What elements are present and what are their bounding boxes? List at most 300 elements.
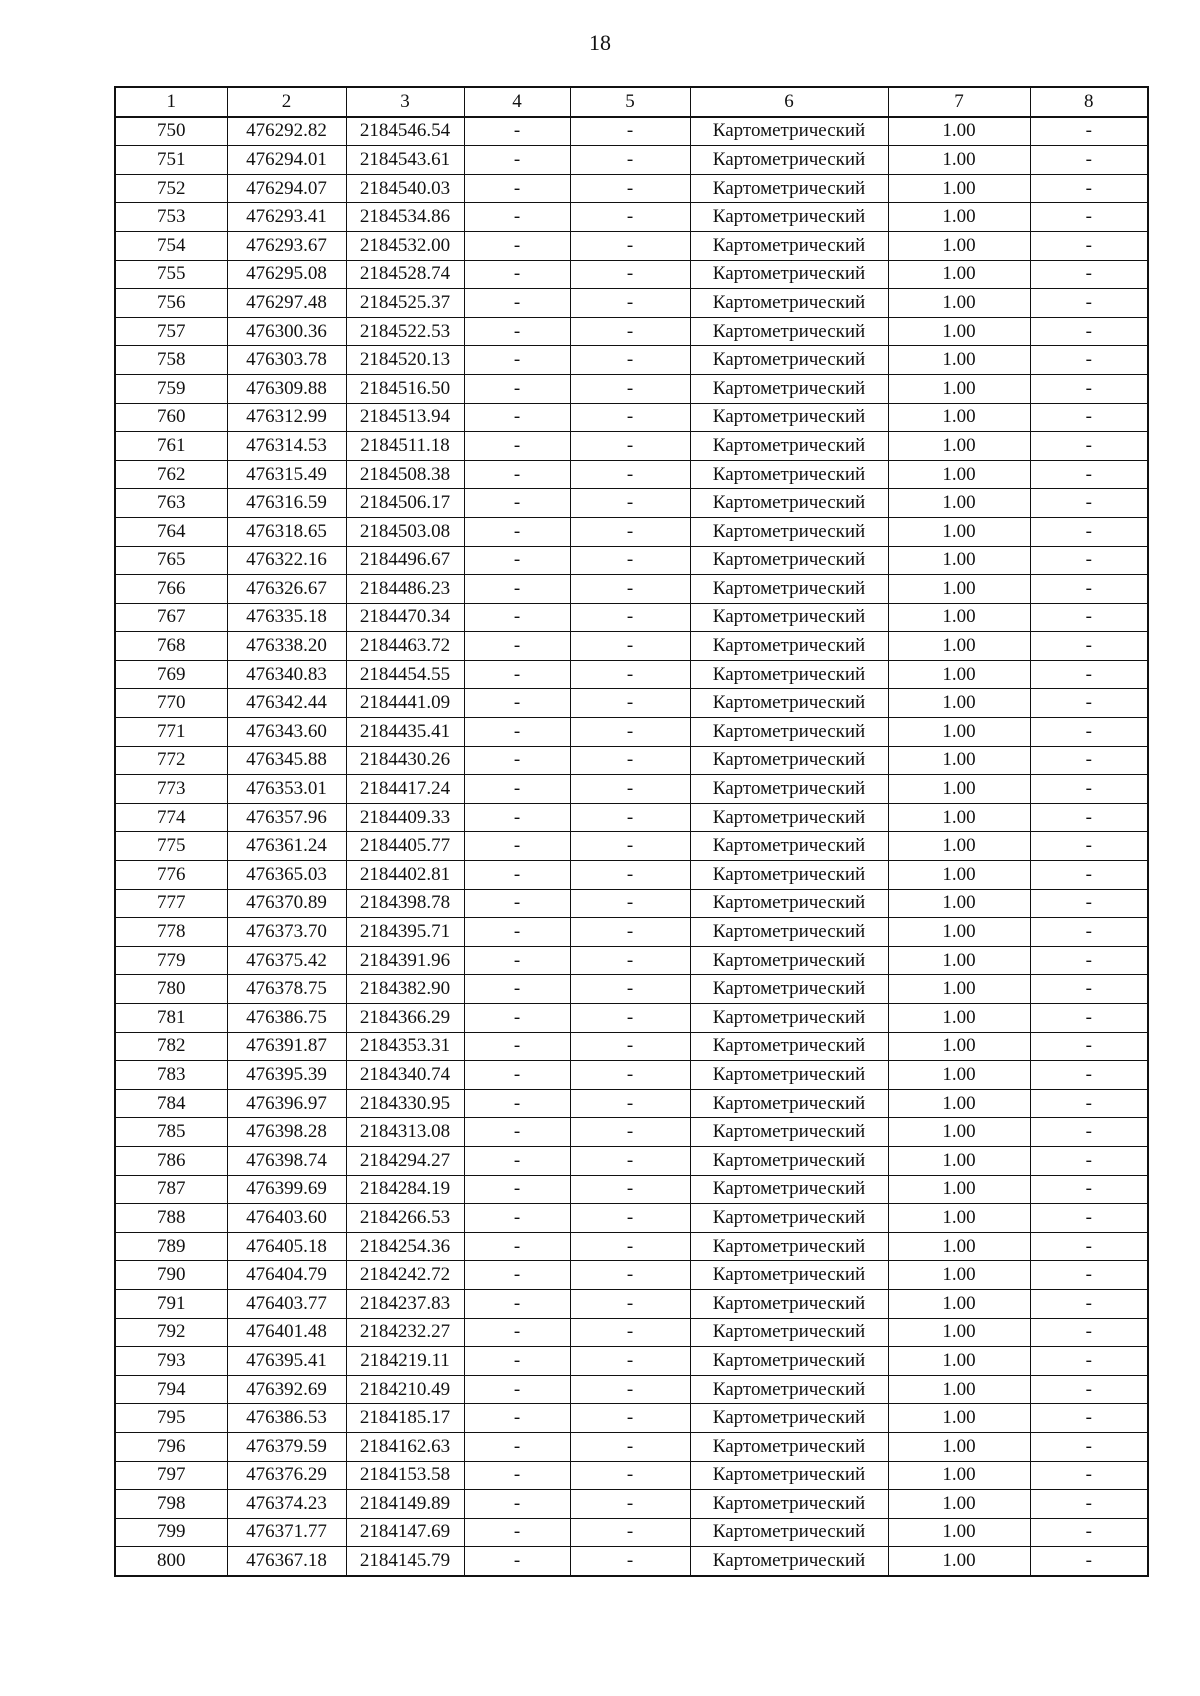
cell-col-8: - xyxy=(1030,1175,1148,1204)
cell-coord-x: 476395.41 xyxy=(227,1347,346,1376)
cell-col-5: - xyxy=(570,1089,690,1118)
cell-col-4: - xyxy=(464,146,570,175)
cell-col-5: - xyxy=(570,946,690,975)
cell-col-8: - xyxy=(1030,403,1148,432)
cell-coord-y: 2184294.27 xyxy=(346,1146,464,1175)
cell-accuracy: 1.00 xyxy=(888,1061,1030,1090)
cell-method: Картометрический xyxy=(690,403,888,432)
cell-point-number: 776 xyxy=(115,861,227,890)
cell-coord-y: 2184441.09 xyxy=(346,689,464,718)
cell-method: Картометрический xyxy=(690,660,888,689)
cell-coord-y: 2184398.78 xyxy=(346,889,464,918)
cell-point-number: 750 xyxy=(115,117,227,146)
cell-accuracy: 1.00 xyxy=(888,517,1030,546)
cell-coord-x: 476293.41 xyxy=(227,203,346,232)
cell-point-number: 760 xyxy=(115,403,227,432)
cell-coord-y: 2184330.95 xyxy=(346,1089,464,1118)
cell-method: Картометрический xyxy=(690,1204,888,1233)
cell-col-8: - xyxy=(1030,689,1148,718)
cell-col-8: - xyxy=(1030,546,1148,575)
cell-accuracy: 1.00 xyxy=(888,889,1030,918)
cell-col-8: - xyxy=(1030,517,1148,546)
cell-col-8: - xyxy=(1030,575,1148,604)
cell-col-4: - xyxy=(464,203,570,232)
cell-coord-x: 476374.23 xyxy=(227,1490,346,1519)
cell-coord-x: 476371.77 xyxy=(227,1518,346,1547)
cell-point-number: 751 xyxy=(115,146,227,175)
cell-col-5: - xyxy=(570,1518,690,1547)
cell-col-8: - xyxy=(1030,1490,1148,1519)
cell-coord-y: 2184219.11 xyxy=(346,1347,464,1376)
table-row xyxy=(115,460,1148,489)
cell-col-5: - xyxy=(570,1232,690,1261)
cell-method: Картометрический xyxy=(690,460,888,489)
cell-col-5: - xyxy=(570,1175,690,1204)
cell-accuracy: 1.00 xyxy=(888,1118,1030,1147)
cell-col-4: - xyxy=(464,718,570,747)
cell-coord-y: 2184242.72 xyxy=(346,1261,464,1290)
cell-col-5: - xyxy=(570,1261,690,1290)
cell-point-number: 764 xyxy=(115,517,227,546)
cell-col-4: - xyxy=(464,1432,570,1461)
table-row xyxy=(115,346,1148,375)
cell-point-number: 752 xyxy=(115,174,227,203)
cell-col-5: - xyxy=(570,1547,690,1576)
cell-accuracy: 1.00 xyxy=(888,203,1030,232)
cell-col-5: - xyxy=(570,775,690,804)
cell-method: Картометрический xyxy=(690,1032,888,1061)
cell-accuracy: 1.00 xyxy=(888,1490,1030,1519)
cell-coord-x: 476303.78 xyxy=(227,346,346,375)
cell-col-8: - xyxy=(1030,803,1148,832)
column-header-7: 7 xyxy=(888,87,1030,117)
cell-coord-x: 476312.99 xyxy=(227,403,346,432)
cell-coord-x: 476379.59 xyxy=(227,1432,346,1461)
cell-col-8: - xyxy=(1030,374,1148,403)
table-row xyxy=(115,1232,1148,1261)
cell-coord-y: 2184153.58 xyxy=(346,1461,464,1490)
cell-col-5: - xyxy=(570,1432,690,1461)
table-row xyxy=(115,1146,1148,1175)
cell-coord-x: 476316.59 xyxy=(227,489,346,518)
cell-coord-x: 476403.77 xyxy=(227,1289,346,1318)
cell-col-4: - xyxy=(464,1118,570,1147)
cell-point-number: 771 xyxy=(115,718,227,747)
cell-method: Картометрический xyxy=(690,374,888,403)
cell-col-8: - xyxy=(1030,632,1148,661)
table-row xyxy=(115,918,1148,947)
cell-accuracy: 1.00 xyxy=(888,746,1030,775)
cell-point-number: 799 xyxy=(115,1518,227,1547)
cell-col-4: - xyxy=(464,1146,570,1175)
cell-coord-y: 2184284.19 xyxy=(346,1175,464,1204)
cell-col-5: - xyxy=(570,489,690,518)
cell-point-number: 763 xyxy=(115,489,227,518)
cell-method: Картометрический xyxy=(690,718,888,747)
cell-point-number: 791 xyxy=(115,1289,227,1318)
cell-coord-y: 2184185.17 xyxy=(346,1404,464,1433)
cell-col-4: - xyxy=(464,460,570,489)
cell-coord-x: 476395.39 xyxy=(227,1061,346,1090)
cell-accuracy: 1.00 xyxy=(888,1375,1030,1404)
cell-col-4: - xyxy=(464,289,570,318)
cell-coord-y: 2184435.41 xyxy=(346,718,464,747)
cell-col-8: - xyxy=(1030,775,1148,804)
table-row xyxy=(115,260,1148,289)
cell-accuracy: 1.00 xyxy=(888,918,1030,947)
cell-col-4: - xyxy=(464,489,570,518)
cell-coord-y: 2184162.63 xyxy=(346,1432,464,1461)
cell-coord-x: 476326.67 xyxy=(227,575,346,604)
cell-method: Картометрический xyxy=(690,1375,888,1404)
cell-col-5: - xyxy=(570,1004,690,1033)
cell-coord-y: 2184532.00 xyxy=(346,231,464,260)
cell-col-8: - xyxy=(1030,317,1148,346)
cell-col-5: - xyxy=(570,660,690,689)
cell-coord-y: 2184232.27 xyxy=(346,1318,464,1347)
cell-col-8: - xyxy=(1030,260,1148,289)
coordinates-table xyxy=(114,86,1149,1577)
cell-col-8: - xyxy=(1030,1004,1148,1033)
cell-point-number: 767 xyxy=(115,603,227,632)
cell-coord-x: 476294.01 xyxy=(227,146,346,175)
cell-coord-x: 476345.88 xyxy=(227,746,346,775)
cell-col-4: - xyxy=(464,575,570,604)
cell-coord-y: 2184463.72 xyxy=(346,632,464,661)
cell-coord-y: 2184409.33 xyxy=(346,803,464,832)
cell-point-number: 761 xyxy=(115,432,227,461)
cell-col-4: - xyxy=(464,174,570,203)
cell-coord-x: 476318.65 xyxy=(227,517,346,546)
cell-col-8: - xyxy=(1030,1318,1148,1347)
cell-coord-x: 476314.53 xyxy=(227,432,346,461)
table-row xyxy=(115,374,1148,403)
cell-col-8: - xyxy=(1030,1204,1148,1233)
cell-coord-x: 476297.48 xyxy=(227,289,346,318)
cell-coord-y: 2184516.50 xyxy=(346,374,464,403)
cell-point-number: 770 xyxy=(115,689,227,718)
table-body xyxy=(115,117,1148,1576)
cell-method: Картометрический xyxy=(690,289,888,318)
cell-method: Картометрический xyxy=(690,1089,888,1118)
cell-method: Картометрический xyxy=(690,346,888,375)
cell-coord-y: 2184149.89 xyxy=(346,1490,464,1519)
cell-accuracy: 1.00 xyxy=(888,1518,1030,1547)
table-row xyxy=(115,975,1148,1004)
cell-col-8: - xyxy=(1030,346,1148,375)
cell-col-5: - xyxy=(570,1118,690,1147)
cell-col-8: - xyxy=(1030,746,1148,775)
cell-point-number: 756 xyxy=(115,289,227,318)
cell-accuracy: 1.00 xyxy=(888,1032,1030,1061)
cell-point-number: 797 xyxy=(115,1461,227,1490)
table-row xyxy=(115,718,1148,747)
cell-method: Картометрический xyxy=(690,1232,888,1261)
page-number: 18 xyxy=(589,30,611,55)
cell-col-4: - xyxy=(464,1032,570,1061)
cell-accuracy: 1.00 xyxy=(888,1175,1030,1204)
cell-col-5: - xyxy=(570,603,690,632)
table-row xyxy=(115,432,1148,461)
cell-col-4: - xyxy=(464,689,570,718)
column-header-6: 6 xyxy=(690,87,888,117)
cell-col-5: - xyxy=(570,975,690,1004)
cell-col-5: - xyxy=(570,117,690,146)
cell-accuracy: 1.00 xyxy=(888,975,1030,1004)
cell-point-number: 773 xyxy=(115,775,227,804)
cell-coord-y: 2184391.96 xyxy=(346,946,464,975)
cell-coord-x: 476292.82 xyxy=(227,117,346,146)
cell-method: Картометрический xyxy=(690,117,888,146)
table-row xyxy=(115,231,1148,260)
cell-col-5: - xyxy=(570,460,690,489)
cell-col-4: - xyxy=(464,1204,570,1233)
cell-method: Картометрический xyxy=(690,517,888,546)
table-row xyxy=(115,1432,1148,1461)
cell-col-8: - xyxy=(1030,1261,1148,1290)
table-row xyxy=(115,289,1148,318)
cell-method: Картометрический xyxy=(690,1461,888,1490)
cell-accuracy: 1.00 xyxy=(888,460,1030,489)
cell-col-5: - xyxy=(570,317,690,346)
cell-col-5: - xyxy=(570,1289,690,1318)
cell-accuracy: 1.00 xyxy=(888,403,1030,432)
cell-col-8: - xyxy=(1030,1289,1148,1318)
cell-col-5: - xyxy=(570,1032,690,1061)
cell-col-5: - xyxy=(570,346,690,375)
cell-coord-y: 2184513.94 xyxy=(346,403,464,432)
cell-col-4: - xyxy=(464,1289,570,1318)
cell-col-8: - xyxy=(1030,1061,1148,1090)
cell-col-4: - xyxy=(464,1004,570,1033)
cell-method: Картометрический xyxy=(690,803,888,832)
cell-accuracy: 1.00 xyxy=(888,1432,1030,1461)
cell-method: Картометрический xyxy=(690,1547,888,1576)
cell-method: Картометрический xyxy=(690,1261,888,1290)
cell-method: Картометрический xyxy=(690,1175,888,1204)
cell-coord-x: 476365.03 xyxy=(227,861,346,890)
cell-col-4: - xyxy=(464,346,570,375)
cell-col-5: - xyxy=(570,260,690,289)
cell-accuracy: 1.00 xyxy=(888,546,1030,575)
cell-coord-y: 2184313.08 xyxy=(346,1118,464,1147)
cell-col-4: - xyxy=(464,1061,570,1090)
cell-col-4: - xyxy=(464,1404,570,1433)
cell-col-4: - xyxy=(464,1375,570,1404)
cell-coord-x: 476342.44 xyxy=(227,689,346,718)
cell-accuracy: 1.00 xyxy=(888,1004,1030,1033)
cell-col-8: - xyxy=(1030,1146,1148,1175)
cell-col-4: - xyxy=(464,803,570,832)
cell-coord-x: 476353.01 xyxy=(227,775,346,804)
cell-coord-y: 2184454.55 xyxy=(346,660,464,689)
cell-col-5: - xyxy=(570,403,690,432)
cell-coord-x: 476386.53 xyxy=(227,1404,346,1433)
cell-col-8: - xyxy=(1030,1089,1148,1118)
cell-coord-x: 476401.48 xyxy=(227,1318,346,1347)
cell-coord-y: 2184486.23 xyxy=(346,575,464,604)
cell-accuracy: 1.00 xyxy=(888,260,1030,289)
cell-col-5: - xyxy=(570,832,690,861)
cell-accuracy: 1.00 xyxy=(888,775,1030,804)
cell-col-8: - xyxy=(1030,489,1148,518)
cell-col-5: - xyxy=(570,1204,690,1233)
cell-col-5: - xyxy=(570,432,690,461)
table-row xyxy=(115,1318,1148,1347)
cell-accuracy: 1.00 xyxy=(888,803,1030,832)
column-header-4: 4 xyxy=(464,87,570,117)
cell-col-4: - xyxy=(464,1547,570,1576)
cell-accuracy: 1.00 xyxy=(888,946,1030,975)
table-row xyxy=(115,603,1148,632)
cell-coord-x: 476398.28 xyxy=(227,1118,346,1147)
table-row xyxy=(115,832,1148,861)
cell-method: Картометрический xyxy=(690,632,888,661)
table-row xyxy=(115,1347,1148,1376)
cell-col-8: - xyxy=(1030,918,1148,947)
cell-coord-x: 476338.20 xyxy=(227,632,346,661)
cell-col-4: - xyxy=(464,1318,570,1347)
cell-accuracy: 1.00 xyxy=(888,1404,1030,1433)
cell-col-4: - xyxy=(464,546,570,575)
cell-col-5: - xyxy=(570,231,690,260)
cell-accuracy: 1.00 xyxy=(888,146,1030,175)
cell-col-8: - xyxy=(1030,203,1148,232)
cell-coord-x: 476378.75 xyxy=(227,975,346,1004)
cell-method: Картометрический xyxy=(690,746,888,775)
cell-col-4: - xyxy=(464,603,570,632)
cell-col-8: - xyxy=(1030,432,1148,461)
cell-point-number: 789 xyxy=(115,1232,227,1261)
table-row xyxy=(115,1118,1148,1147)
cell-point-number: 754 xyxy=(115,231,227,260)
cell-method: Картометрический xyxy=(690,1061,888,1090)
cell-col-4: - xyxy=(464,861,570,890)
cell-method: Картометрический xyxy=(690,918,888,947)
table-row xyxy=(115,1175,1148,1204)
cell-coord-x: 476340.83 xyxy=(227,660,346,689)
cell-coord-y: 2184405.77 xyxy=(346,832,464,861)
table-row xyxy=(115,861,1148,890)
cell-point-number: 800 xyxy=(115,1547,227,1576)
cell-col-4: - xyxy=(464,775,570,804)
cell-coord-y: 2184254.36 xyxy=(346,1232,464,1261)
cell-method: Картометрический xyxy=(690,1347,888,1376)
cell-col-4: - xyxy=(464,403,570,432)
cell-point-number: 784 xyxy=(115,1089,227,1118)
cell-col-5: - xyxy=(570,632,690,661)
cell-col-5: - xyxy=(570,1375,690,1404)
table-row xyxy=(115,1061,1148,1090)
cell-point-number: 795 xyxy=(115,1404,227,1433)
cell-coord-x: 476396.97 xyxy=(227,1089,346,1118)
table-row xyxy=(115,489,1148,518)
cell-method: Картометрический xyxy=(690,203,888,232)
cell-method: Картометрический xyxy=(690,317,888,346)
cell-col-4: - xyxy=(464,889,570,918)
cell-col-4: - xyxy=(464,746,570,775)
cell-point-number: 775 xyxy=(115,832,227,861)
cell-coord-y: 2184525.37 xyxy=(346,289,464,318)
cell-col-8: - xyxy=(1030,1118,1148,1147)
column-header-5: 5 xyxy=(570,87,690,117)
cell-coord-y: 2184511.18 xyxy=(346,432,464,461)
cell-point-number: 787 xyxy=(115,1175,227,1204)
table-row xyxy=(115,1089,1148,1118)
cell-point-number: 785 xyxy=(115,1118,227,1147)
cell-accuracy: 1.00 xyxy=(888,1261,1030,1290)
cell-method: Картометрический xyxy=(690,603,888,632)
cell-method: Картометрический xyxy=(690,1004,888,1033)
cell-coord-x: 476343.60 xyxy=(227,718,346,747)
cell-accuracy: 1.00 xyxy=(888,1204,1030,1233)
cell-col-4: - xyxy=(464,946,570,975)
cell-accuracy: 1.00 xyxy=(888,346,1030,375)
cell-coord-y: 2184353.31 xyxy=(346,1032,464,1061)
cell-col-4: - xyxy=(464,975,570,1004)
cell-coord-y: 2184546.54 xyxy=(346,117,464,146)
cell-col-5: - xyxy=(570,1061,690,1090)
cell-accuracy: 1.00 xyxy=(888,489,1030,518)
column-header-2: 2 xyxy=(227,87,346,117)
cell-col-4: - xyxy=(464,1089,570,1118)
table-row xyxy=(115,403,1148,432)
cell-col-8: - xyxy=(1030,603,1148,632)
cell-col-4: - xyxy=(464,317,570,346)
cell-coord-x: 476300.36 xyxy=(227,317,346,346)
cell-coord-y: 2184237.83 xyxy=(346,1289,464,1318)
cell-col-5: - xyxy=(570,746,690,775)
cell-method: Картометрический xyxy=(690,260,888,289)
cell-coord-x: 476357.96 xyxy=(227,803,346,832)
cell-col-5: - xyxy=(570,1404,690,1433)
cell-accuracy: 1.00 xyxy=(888,861,1030,890)
cell-coord-y: 2184266.53 xyxy=(346,1204,464,1233)
cell-col-5: - xyxy=(570,918,690,947)
cell-point-number: 792 xyxy=(115,1318,227,1347)
cell-col-8: - xyxy=(1030,861,1148,890)
cell-col-5: - xyxy=(570,1461,690,1490)
cell-method: Картометрический xyxy=(690,1318,888,1347)
cell-point-number: 798 xyxy=(115,1490,227,1519)
cell-coord-x: 476405.18 xyxy=(227,1232,346,1261)
table-row xyxy=(115,775,1148,804)
table-row xyxy=(115,1032,1148,1061)
cell-point-number: 782 xyxy=(115,1032,227,1061)
cell-col-4: - xyxy=(464,1490,570,1519)
cell-point-number: 766 xyxy=(115,575,227,604)
cell-col-4: - xyxy=(464,1232,570,1261)
table-row xyxy=(115,317,1148,346)
cell-method: Картометрический xyxy=(690,174,888,203)
cell-col-4: - xyxy=(464,1261,570,1290)
cell-method: Картометрический xyxy=(690,861,888,890)
cell-point-number: 783 xyxy=(115,1061,227,1090)
table-row xyxy=(115,803,1148,832)
cell-col-5: - xyxy=(570,1318,690,1347)
cell-coord-y: 2184402.81 xyxy=(346,861,464,890)
table-row xyxy=(115,1004,1148,1033)
cell-coord-x: 476375.42 xyxy=(227,946,346,975)
cell-method: Картометрический xyxy=(690,575,888,604)
cell-point-number: 777 xyxy=(115,889,227,918)
cell-point-number: 779 xyxy=(115,946,227,975)
cell-point-number: 772 xyxy=(115,746,227,775)
cell-col-5: - xyxy=(570,203,690,232)
cell-col-4: - xyxy=(464,918,570,947)
cell-col-4: - xyxy=(464,374,570,403)
cell-coord-x: 476315.49 xyxy=(227,460,346,489)
